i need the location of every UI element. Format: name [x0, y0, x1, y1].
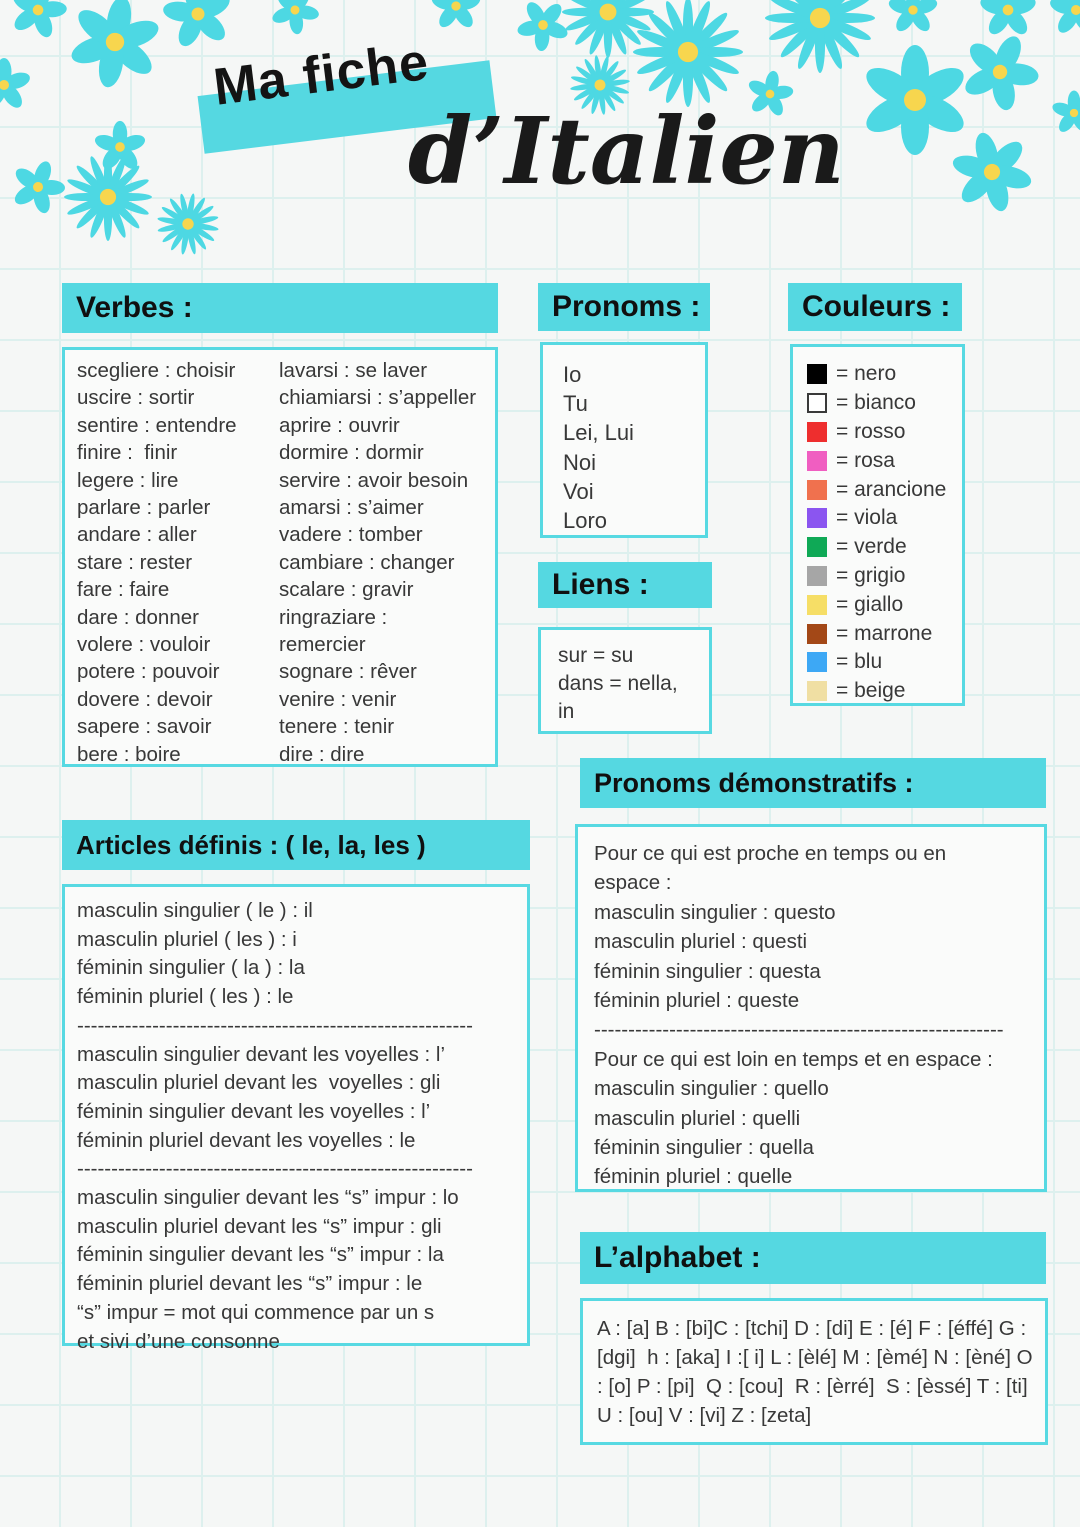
pronoun-entry: Lei, Lui: [563, 420, 634, 446]
pronoun-entry: Io: [563, 362, 582, 387]
color-swatch: [807, 422, 827, 442]
daisy-icon: [152, 188, 224, 260]
pronoms-title: Pronoms :: [552, 290, 701, 323]
lien-entry: sur = su: [558, 644, 634, 667]
verb-entry: dormire : dormir: [279, 441, 424, 465]
color-label: = grigio: [836, 563, 906, 587]
color-swatch: [807, 451, 827, 471]
verb-entry: volere : vouloir: [77, 633, 211, 657]
article-rule-line: féminin pluriel devant les “s” impur : le: [77, 1272, 423, 1296]
color-swatch: [807, 566, 827, 586]
article-rule-line: féminin pluriel ( les ) : le: [77, 985, 294, 1009]
demonstratif-line: masculin singulier : questo: [594, 900, 836, 924]
color-row: [807, 360, 962, 389]
alphabet-text: A : [a] B : [bi]C : [tchi] D : [di] E : [é] F : [éffé] G : [dgi] h : [aka] I :[ i] L : [èlé] M : [èmé] N : [èné] O : [o] P : [pi] Q : [cou] R : [èrré] S : [èssé] T : [ti] U : [ou] V : [vi] Z : [zeta]: [597, 1317, 1039, 1427]
color-label: = marrone: [836, 621, 933, 645]
color-row: [807, 475, 962, 504]
color-swatch: [807, 595, 827, 615]
article-rule-line: masculin singulier devant les “s” impur : lo: [77, 1186, 459, 1210]
demonstratif-line: espace :: [594, 871, 672, 895]
verb-entry: sentire : entendre: [77, 413, 237, 437]
demonstratif-line: masculin singulier : quello: [594, 1077, 829, 1101]
color-label: = viola: [836, 506, 898, 530]
verb-entry: servire : avoir besoin: [279, 468, 469, 492]
flower-icon: [258, 0, 332, 47]
article-rule-line: masculin pluriel devant les voyelles : gli: [77, 1071, 441, 1095]
verb-entry: ringraziare :: [279, 605, 388, 629]
page-title-script: d’Italien: [408, 97, 845, 205]
verbes-header: [62, 283, 498, 333]
articles-header: [62, 820, 530, 870]
flower-icon: [57, 0, 173, 100]
article-rule-line: féminin singulier devant les “s” impur : la: [77, 1243, 444, 1267]
verb-entry: dire : dire: [279, 742, 365, 766]
article-rule-line: masculin pluriel ( les ) : i: [77, 927, 297, 951]
pronoun-entry: Voi: [563, 478, 594, 504]
couleurs-title: Couleurs :: [802, 290, 951, 323]
article-rule-line: féminin singulier ( la ) : la: [77, 956, 305, 980]
verb-entry: finire : finir: [77, 441, 178, 465]
pronoun-entry: Noi: [563, 449, 597, 475]
verbes-title: Verbes :: [76, 291, 193, 324]
alphabet-title: L’alphabet :: [594, 1241, 761, 1274]
color-label: = bianco: [836, 391, 916, 415]
lien-entry: dans = nella,: [558, 672, 678, 695]
verb-entry: legere : lire: [77, 468, 179, 492]
color-row: [807, 590, 962, 619]
liens-header: [538, 562, 712, 608]
color-label: = verde: [836, 535, 907, 559]
color-row: [807, 418, 962, 447]
color-row: [807, 619, 962, 648]
verb-entry: venire : venir: [279, 687, 397, 711]
verb-entry: scalare : gravir: [279, 578, 414, 602]
alphabet-header: [580, 1232, 1046, 1284]
couleurs-box: [790, 344, 965, 706]
article-rule-line: féminin singulier devant les voyelles : l’: [77, 1099, 431, 1123]
verb-entry: bere : boire: [77, 742, 181, 766]
verb-entry: andare : aller: [77, 523, 197, 547]
verb-entry: potere : pouvoir: [77, 660, 220, 684]
demonstratifs-title: Pronoms démonstratifs :: [594, 767, 914, 798]
flower-icon: [153, 0, 243, 59]
verbes-column-1: [77, 357, 279, 764]
demonstratif-line: féminin singulier : questa: [594, 959, 821, 983]
verb-entry: amarsi : s’aimer: [279, 496, 424, 520]
articles-title: Articles définis : ( le, la, les ): [76, 829, 426, 860]
flower-icon: [0, 55, 34, 115]
color-swatch: [807, 508, 827, 528]
color-swatch: [807, 537, 827, 557]
color-label: = rosso: [836, 419, 906, 443]
verb-entry: tenere : tenir: [279, 715, 395, 739]
alphabet-box: [580, 1298, 1048, 1445]
verbes-box: [62, 347, 498, 767]
article-rule-line: “s” impur = mot qui commence par un s: [77, 1300, 435, 1324]
color-label: = rosa: [836, 448, 895, 472]
article-rule-line: masculin singulier ( le ) : il: [77, 899, 313, 922]
verb-entry: scegliere : choisir: [77, 359, 236, 382]
demonstratif-line: féminin singulier : quella: [594, 1136, 814, 1160]
demonstratif-line: féminin pluriel : quelle: [594, 1165, 793, 1189]
verb-entry: parlare : parler: [77, 496, 211, 520]
page-title-main: Ma fiche: [210, 32, 432, 117]
flower-icon: [428, 0, 484, 34]
pronoms-header: [538, 283, 710, 331]
couleurs-header: [788, 283, 962, 331]
verb-entry: cambiare : changer: [279, 550, 455, 574]
verb-entry: stare : rester: [77, 550, 193, 574]
verb-entry: sapere : savoir: [77, 715, 212, 739]
pronoun-entry: Tu: [563, 391, 588, 417]
demonstratifs-box: [575, 824, 1047, 1192]
color-row: [807, 446, 962, 475]
demonstratif-line: ------------------------------------------------------------: [594, 1018, 1004, 1042]
liens-title: Liens :: [552, 568, 649, 601]
article-rule-line: ----------------------------------------------------------: [77, 1013, 473, 1037]
verb-entry: aprire : ouvrir: [279, 413, 400, 437]
article-rule-line: masculin pluriel devant les “s” impur : gli: [77, 1214, 442, 1238]
lien-entry: in: [558, 700, 575, 723]
article-rule-line: et sivi d’une consonne: [77, 1329, 280, 1353]
flower-icon: [976, 0, 1040, 42]
color-row: [807, 389, 962, 418]
color-row: [807, 533, 962, 562]
verb-entry: dare : donner: [77, 605, 199, 629]
color-swatch: [807, 364, 827, 384]
daisy-icon: [64, 153, 152, 241]
liens-box: [538, 627, 712, 734]
flower-icon: [1046, 0, 1080, 40]
color-row: [807, 504, 962, 533]
color-swatch: [807, 624, 827, 644]
article-rule-line: féminin pluriel devant les voyelles : le: [77, 1128, 416, 1152]
pronoun-entry: Loro: [563, 508, 608, 534]
demonstratif-line: masculin pluriel : quelli: [594, 1106, 801, 1130]
verb-entry: sognare : rêver: [279, 660, 417, 684]
verb-entry: remercier: [279, 633, 366, 657]
color-swatch: [807, 393, 827, 413]
pronoms-box: [540, 342, 708, 538]
demonstratifs-header: [580, 758, 1046, 808]
color-swatch: [807, 652, 827, 672]
color-label: = arancione: [836, 477, 947, 501]
verb-entry: uscire : sortir: [77, 386, 195, 410]
color-row: [807, 562, 962, 591]
verb-entry: fare : faire: [77, 578, 170, 602]
verbes-column-2: [279, 357, 491, 764]
demonstratif-line: féminin pluriel : queste: [594, 989, 800, 1013]
color-label: = nero: [836, 362, 897, 386]
verb-entry: lavarsi : se laver: [279, 359, 428, 382]
daisy-icon: [633, 0, 743, 107]
color-label: = blu: [836, 650, 883, 674]
article-rule-line: ----------------------------------------------------------: [77, 1157, 473, 1181]
color-row: [807, 648, 962, 677]
color-row: [807, 677, 962, 706]
color-swatch: [807, 681, 827, 701]
flower-icon: [1049, 88, 1080, 138]
color-label: = giallo: [836, 592, 904, 616]
article-rule-line: masculin singulier devant les voyelles : l’: [77, 1042, 446, 1066]
articles-box: [62, 884, 530, 1353]
flower-icon: [885, 0, 941, 38]
color-swatch: [807, 480, 827, 500]
demonstratif-line: Pour ce qui est proche en temps ou en: [594, 842, 947, 865]
verb-entry: vadere : tomber: [279, 523, 423, 547]
demonstratif-line: Pour ce qui est loin en temps et en espace :: [594, 1047, 993, 1071]
verb-entry: chiamiarsi : s’appeller: [279, 386, 477, 410]
color-label: = beige: [836, 679, 906, 703]
verb-entry: dovere : devoir: [77, 687, 213, 711]
demonstratif-line: masculin pluriel : questi: [594, 930, 808, 954]
